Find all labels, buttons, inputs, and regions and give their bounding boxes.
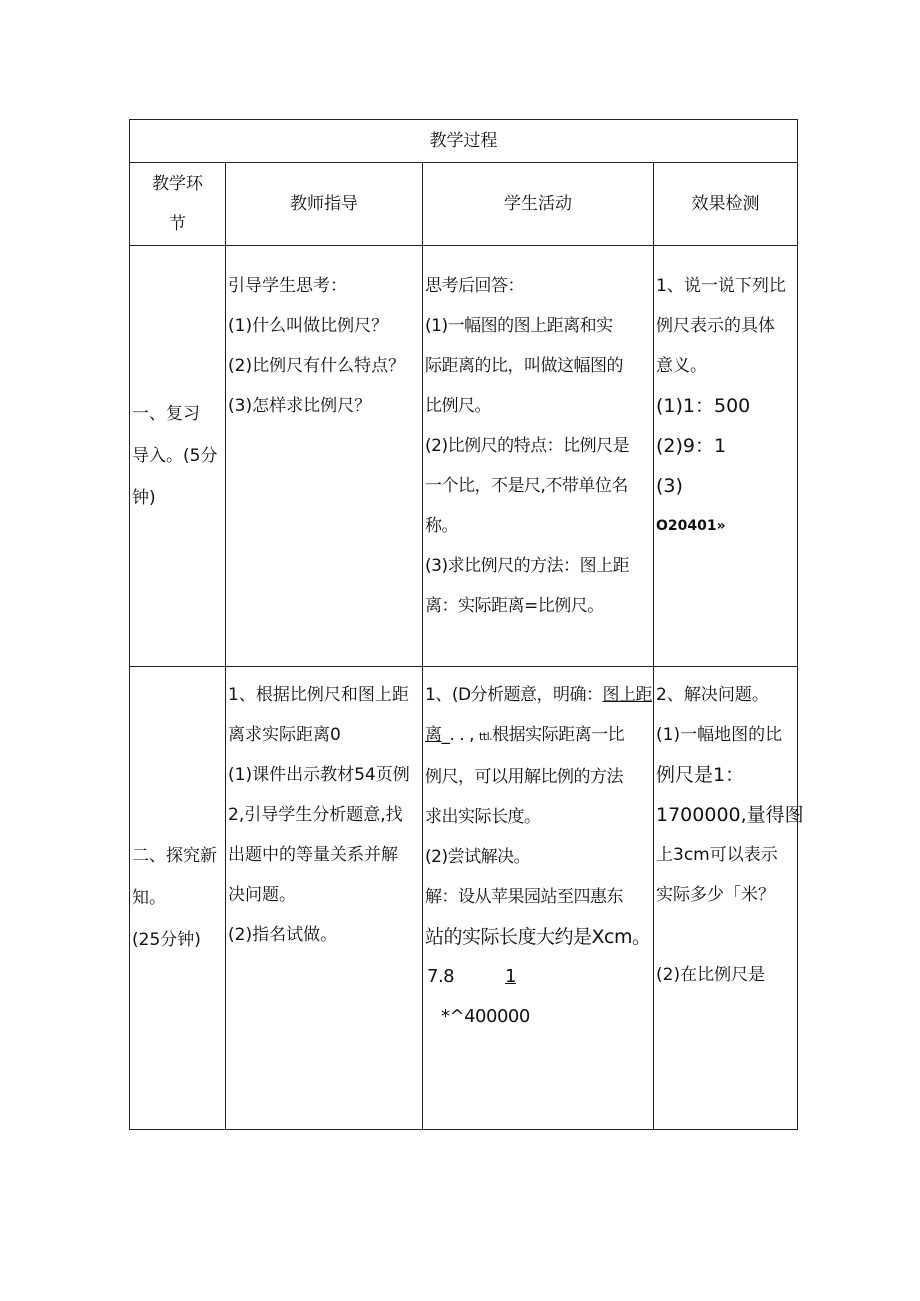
row2-student-line: 求出实际长度。	[425, 807, 541, 827]
row2-check-line: 1700000,量得图	[656, 804, 804, 826]
row2-teacher-line: (2)指名试做。	[228, 925, 338, 945]
row2-student-line: 解：设从苹果园站至四惠东	[425, 887, 623, 907]
row2-student-line	[425, 675, 651, 715]
row2-stage	[130, 667, 226, 1130]
row2-stage-line: 知。	[132, 888, 166, 908]
row2-student-l2-dots: _. . ,	[441, 725, 475, 745]
row2-student-line: 站的实际长度大约是Xcm。	[425, 926, 651, 948]
table-row-explore	[130, 667, 798, 1130]
proportion-formula	[425, 957, 651, 1037]
row1-student-line: 际距离的比，叫做这幅图的	[425, 356, 623, 376]
row1-stage	[130, 246, 226, 667]
table-row-review	[130, 246, 798, 667]
row2-student-l1-prefix: 1、(D分析题意，明确：	[425, 685, 603, 705]
row2-teacher-line: 出题中的等量关系并解	[228, 845, 398, 865]
row1-stage-line: 导入。(5分	[132, 446, 218, 466]
row1-teacher	[226, 246, 423, 667]
teaching-process-table	[129, 119, 804, 1130]
row1-check-line: (3)	[656, 475, 683, 497]
row2-check-line: 例尺是1：	[656, 764, 745, 786]
formula-denominator: *^400000	[441, 1006, 530, 1027]
row1-stage-line: 钟)	[132, 488, 156, 508]
row1-student-line: (1)一幅图的图上距离和实	[425, 316, 613, 336]
row2-stage-line: 二、探究新	[132, 846, 217, 866]
row2-student-l2-small: ttl.	[478, 730, 493, 743]
row1-student-line: (2)比例尺的特点：比例尺是	[425, 436, 630, 456]
row2-teacher-line: 离求实际距离0	[228, 725, 341, 745]
row2-teacher-line: (1)课件出示教材54页例	[228, 765, 410, 785]
row1-check-line: O20401»	[656, 518, 726, 534]
row2-student-l2-underlined: 离	[425, 725, 442, 745]
header-check: 效果检测	[654, 163, 798, 246]
row1-check-line: 意义。	[656, 356, 707, 376]
row1-student-line: (3)求比例尺的方法：图上距	[425, 556, 630, 576]
table-title: 教学过程	[130, 120, 798, 163]
row2-student-l1-underlined: 图上距	[602, 685, 653, 705]
row2-teacher-line: 决问题。	[228, 885, 296, 905]
row2-teacher-line: 1、根据比例尺和图上距	[228, 685, 409, 705]
row2-student-line	[425, 715, 651, 757]
row2-student	[423, 667, 654, 1130]
row1-check-line: (2)9：1	[656, 435, 727, 457]
header-stage-line2: 节	[169, 214, 186, 234]
row1-stage-line: 一、复习	[132, 404, 200, 424]
row2-student-line: 例尺，可以用解比例的方法	[425, 767, 623, 787]
row2-check-line: 2、解决问题。	[656, 685, 769, 705]
header-teacher: 教师指导	[226, 163, 423, 246]
row2-student-line: (2)尝试解决。	[425, 847, 531, 867]
row1-teacher-line: 引导学生思考：	[228, 276, 347, 296]
row2-check-line: 上3cm可以表示	[656, 845, 778, 865]
row1-student-line: 称。	[425, 516, 458, 536]
row1-student-line: 思考后回答：	[425, 276, 524, 296]
row1-check-line: 例尺表示的具体	[656, 316, 775, 336]
row1-student-line: 比例尺。	[425, 396, 491, 416]
row1-teacher-line: (3)怎样求比例尺？	[228, 396, 372, 416]
row1-check-line: (1)1：500	[656, 395, 751, 417]
row1-student	[423, 246, 654, 667]
row2-stage-line: (25分钟)	[132, 930, 201, 950]
header-student: 学生活动	[423, 163, 654, 246]
row2-check-line: (2)在比例尺是	[656, 965, 766, 985]
row2-check-line: (1)一幅地图的比	[656, 725, 783, 745]
row1-teacher-line: (2)比例尺有什么特点？	[228, 356, 406, 376]
row2-check	[654, 667, 804, 1130]
row1-teacher-line: (1)什么叫做比例尺？	[228, 316, 389, 336]
row1-check-line: 1、说一说下列比	[656, 276, 786, 296]
header-stage	[130, 163, 226, 246]
row2-student-l2-rest: 根据实际距离一比	[492, 725, 625, 745]
row1-student-line: 一个比，不是尺,不带单位名	[425, 476, 628, 496]
formula-numerator-right: 1	[505, 966, 516, 987]
row1-student-line: 离：实际距离=比例尺。	[425, 596, 604, 616]
row1-check	[654, 246, 798, 667]
row2-teacher-line: 2,引导学生分析题意,找	[228, 805, 403, 825]
formula-numerator-left: 7.8	[427, 966, 455, 987]
header-stage-line1: 教学环	[152, 174, 203, 194]
spacer	[656, 915, 795, 955]
row2-teacher	[226, 667, 423, 1130]
row2-check-line: 实际多少「米？	[656, 885, 775, 905]
